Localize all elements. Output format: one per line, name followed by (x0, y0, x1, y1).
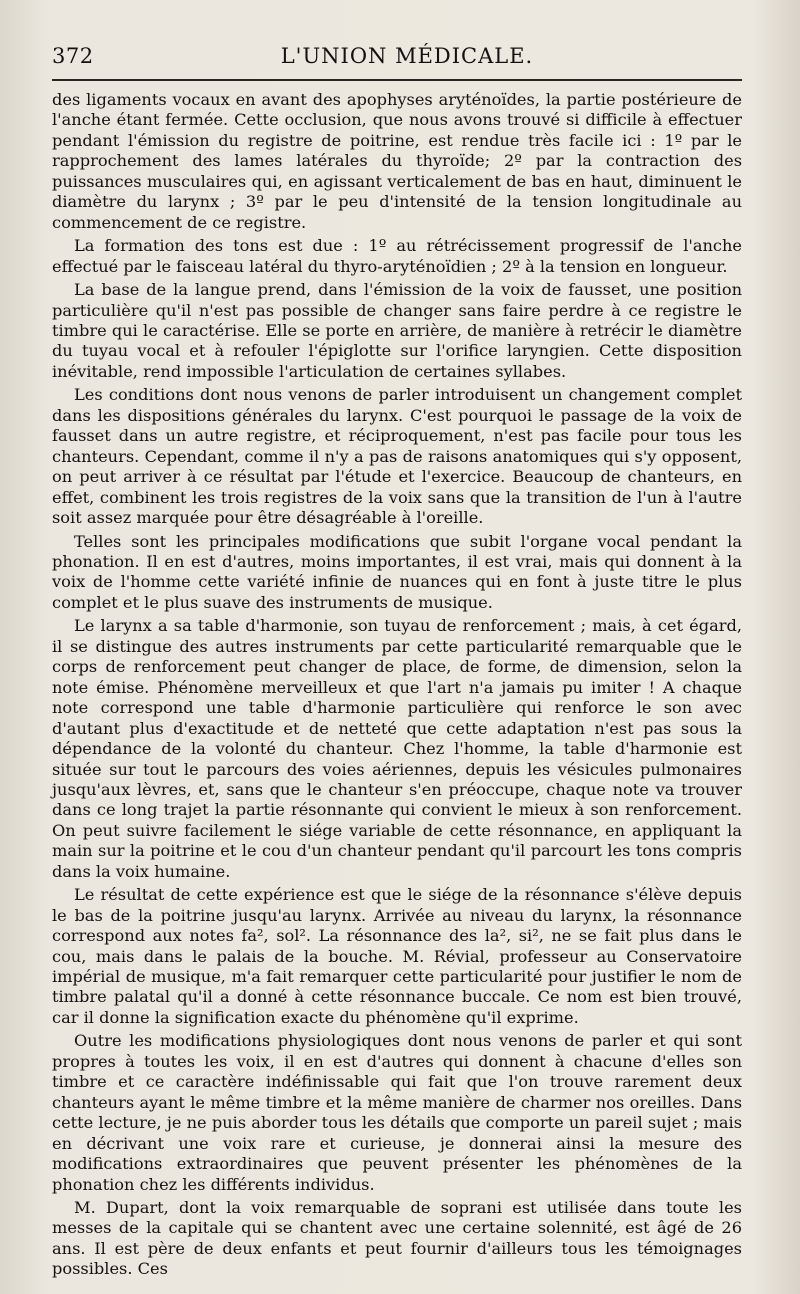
paragraph: Le résultat de cette expérience est que le siége de la résonnance s'élève depuis le bas de la poitrine jusqu'au larynx. Arrivée au niveau du larynx, la résonnance correspond aux notes fa², sol². La résonnance des la², si², ne se fait plus dans le cou, mais dans le palais de la bouche. M. Révial, professeur au Conservatoire impérial de musique, m'a fait remarquer cette particularité pour justifier le nom de timbre palatal qu'il a donné à cette résonnance buccale. Ce nom est bien trouvé, car il donne la signification exacte du phénomène qu'il exprime. (52, 885, 742, 1027)
paragraph: La base de la langue prend, dans l'émission de la voix de fausset, une position particulière qu'il n'est pas possible de changer sans faire perdre à ce registre le timbre qui le caractérise. Elle se porte en arrière, de manière à retrécir le diamètre du tuyau vocal et à refouler l'épiglotte sur l'orifice laryngien. Cette disposition inévitable, rend impossible l'articulation de certaines syllabes. (52, 280, 742, 381)
header-rule (52, 79, 742, 81)
page-header (52, 44, 742, 74)
body-text (52, 90, 742, 1280)
paragraph: des ligaments vocaux en avant des apophyses aryténoïdes, la partie postérieure de l'anche étant fermée. Cette occlusion, que nous avons trouvé si difficile à effectuer pendant l'émission du registre de poitrine, est rendue très facile ici : 1º par le rapprochement des lames latérales du thyroïde; 2º par la contraction des puissances musculaires qui, en agissant verticalement de bas en haut, diminuent le diamètre du larynx ; 3º par le peu d'intensité de la tension longitudinale au commencement de ce registre. (52, 90, 742, 232)
page-number: 372 (52, 44, 94, 68)
paragraph: M. Dupart, dont la voix remarquable de soprani est utilisée dans toute les messes de la capitale qui se chantent avec une certaine solennité, est âgé de 26 ans. Il est père de deux enfants et peut fournir d'ailleurs tous les témoignages possibles. Ces (52, 1198, 742, 1279)
paragraph: Telles sont les principales modifications que subit l'organe vocal pendant la phonation. Il en est d'autres, moins importantes, il est vrai, mais qui donnent à la voix de l'homme cette variété infinie de nuances qui en font à juste titre le plus complet et le plus suave des instruments de musique. (52, 531, 742, 612)
paragraph: Les conditions dont nous venons de parler introduisent un changement complet dans les dispositions générales du larynx. C'est pourquoi le passage de la voix de fausset dans un autre registre, et réciproquement, n'est pas facile pour tous les chanteurs. Cependant, comme il n'y a pas de raisons anatomiques qui s'y opposent, on peut arriver à ce résultat par l'étude et l'exercice. Beaucoup de chanteurs, en effet, combinent les trois registres de la voix sans que la transition de l'un à l'autre soit assez marquée pour être désagréable à l'oreille. (52, 385, 742, 528)
running-title: L'UNION MÉDICALE. (280, 44, 534, 68)
paragraph: Le larynx a sa table d'harmonie, son tuyau de renforcement ; mais, à cet égard, il se distingue des autres instruments par cette particularité remarquable que le corps de renforcement peut changer de place, de forme, de dimension, selon la note émise. Phénomène merveilleux et que l'art n'a jamais pu imiter ! A chaque note correspond une table d'harmonie particulière qui renforce le son avec d'autant plus d'exactitude et de netteté que cette adaptation n'est pas sous la dépendance de la volonté du chanteur. Chez l'homme, la table d'harmonie est située sur tout le parcours des voies aériennes, depuis les vésicules pulmonaires jusqu'aux lèvres, et, sans que le chanteur s'en préoccupe, chaque note va trouver dans ce long trajet la partie résonnante qui convient le mieux à son renforcement. On peut suivre facilement le siége variable de cette résonnance, en appliquant la main sur la poitrine et le cou d'un chanteur pendant qu'il parcourt les tons compris dans la voix humaine. (52, 616, 742, 881)
paragraph: La formation des tons est due : 1º au rétrécissement progressif de l'anche effectué par le faisceau latéral du thyro-aryténoïdien ; 2º à la tension en longueur. (52, 236, 742, 276)
paragraph: Outre les modifications physiologiques dont nous venons de parler et qui sont propres à toutes les voix, il en est d'autres qui donnent à chacune d'elles son timbre et ce caractère indéfinissable qui fait que l'on trouve rarement deux chanteurs ayant le même timbre et la même manière de charmer nos oreilles. Dans cette lecture, je ne puis aborder tous les détails que comporte un pareil sujet ; mais en décrivant une voix rare et curieuse, je donnerai ainsi la mesure des modifications extraordinaires que peuvent présenter les phénomènes de la phonation chez les différents individus. (52, 1031, 742, 1194)
